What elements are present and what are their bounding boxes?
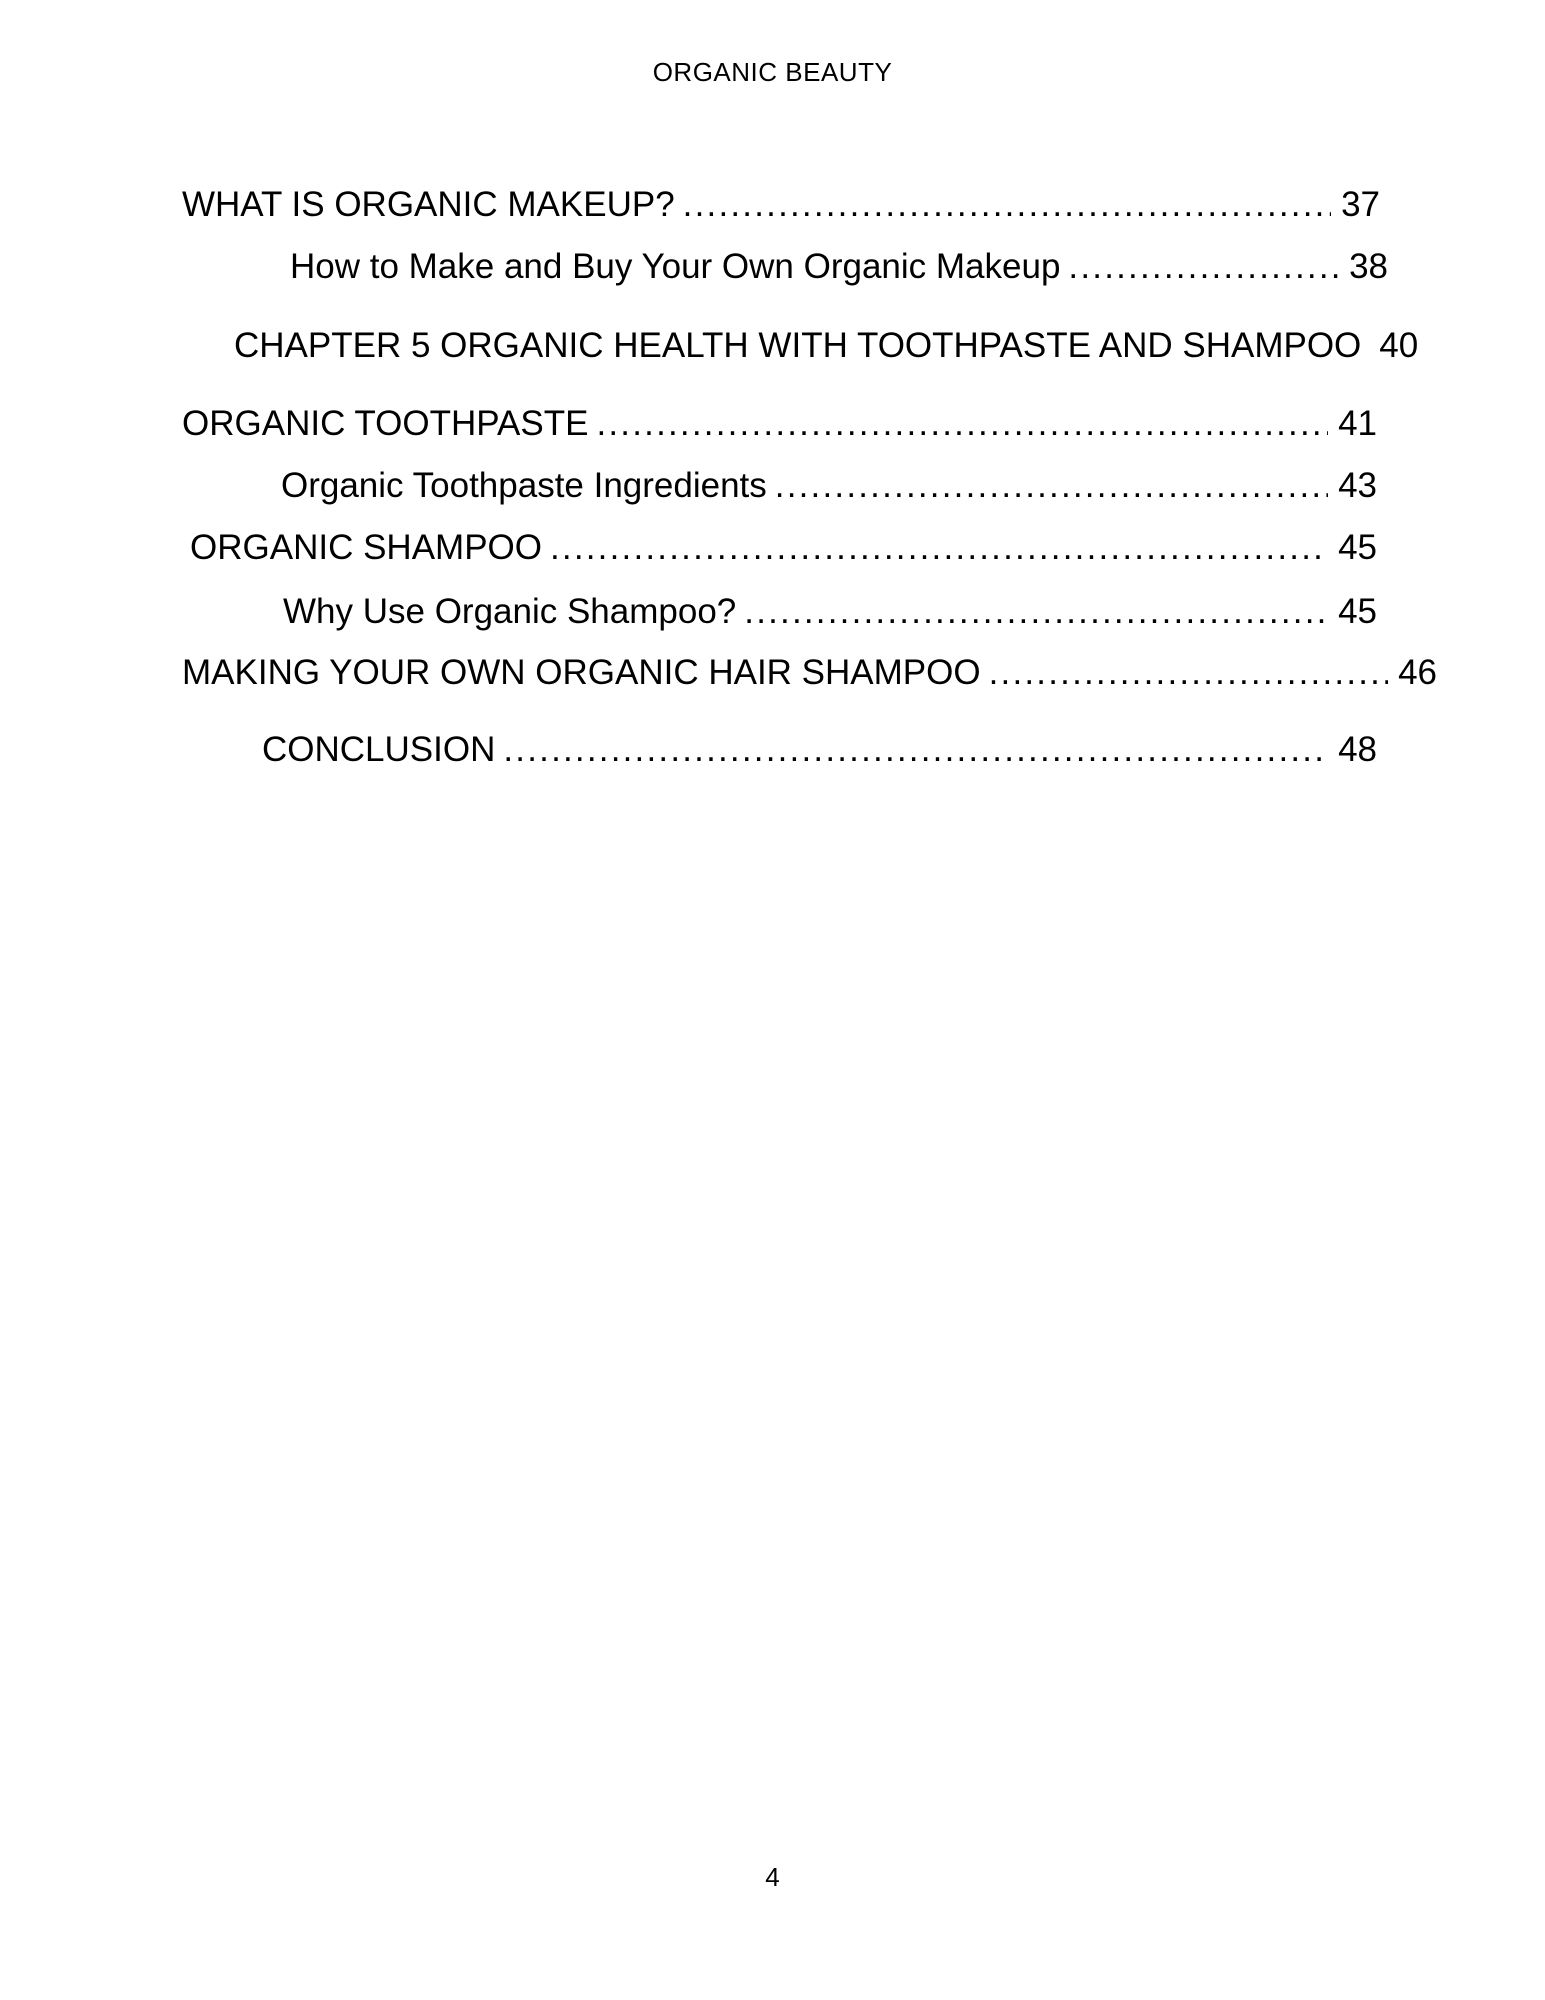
toc-entry-page: 38 bbox=[1349, 247, 1388, 286]
toc-entry[interactable] bbox=[234, 321, 1419, 371]
toc-entry-page: 45 bbox=[1338, 592, 1377, 631]
toc-entry-title: MAKING YOUR OWN ORGANIC HAIR SHAMPOO bbox=[182, 653, 981, 692]
toc-dot-leader bbox=[550, 523, 1328, 573]
toc-entry-title: ORGANIC SHAMPOO bbox=[190, 528, 542, 567]
toc-entry-page: 41 bbox=[1338, 404, 1377, 443]
running-header: ORGANIC BEAUTY bbox=[652, 57, 893, 87]
toc-entry[interactable] bbox=[182, 399, 1377, 449]
toc-entry-page: 40 bbox=[1379, 326, 1419, 365]
toc-dot-leader bbox=[775, 461, 1328, 511]
toc-dot-leader bbox=[503, 725, 1328, 775]
toc-entry-page: 46 bbox=[1398, 653, 1437, 692]
toc-dot-leader bbox=[596, 399, 1328, 449]
toc-entry-title: CONCLUSION bbox=[262, 730, 496, 769]
toc-entry-title: WHAT IS ORGANIC MAKEUP? bbox=[182, 185, 675, 224]
toc-entry-title: CHAPTER 5 ORGANIC HEALTH WITH TOOTHPASTE AND SHAMPOO bbox=[234, 326, 1362, 365]
toc-entry-title: ORGANIC TOOTHPASTE bbox=[182, 404, 589, 443]
toc-entry-title: Organic Toothpaste Ingredients bbox=[281, 466, 767, 505]
toc-entry-page: 45 bbox=[1338, 528, 1377, 567]
toc-dot-leader bbox=[1068, 242, 1339, 292]
toc-dot-leader bbox=[744, 587, 1328, 637]
toc-entry-title: How to Make and Buy Your Own Organic Makeup bbox=[290, 247, 1061, 286]
toc-entry-page: 37 bbox=[1341, 185, 1380, 224]
toc-entry[interactable] bbox=[182, 180, 1380, 230]
toc-entry-page: 48 bbox=[1338, 730, 1377, 769]
toc-entry-title: Why Use Organic Shampoo? bbox=[283, 592, 737, 631]
toc-entry[interactable] bbox=[290, 242, 1388, 292]
toc-entry[interactable] bbox=[283, 587, 1377, 637]
toc-dot-leader bbox=[989, 648, 1388, 698]
toc-entry[interactable] bbox=[182, 648, 1437, 698]
page-number: 4 bbox=[765, 1862, 780, 1892]
toc-entry[interactable] bbox=[262, 725, 1377, 775]
toc-entry[interactable] bbox=[281, 461, 1377, 511]
toc-entry-page: 43 bbox=[1338, 466, 1377, 505]
toc-entry[interactable] bbox=[190, 523, 1377, 573]
toc-dot-leader bbox=[683, 180, 1331, 230]
